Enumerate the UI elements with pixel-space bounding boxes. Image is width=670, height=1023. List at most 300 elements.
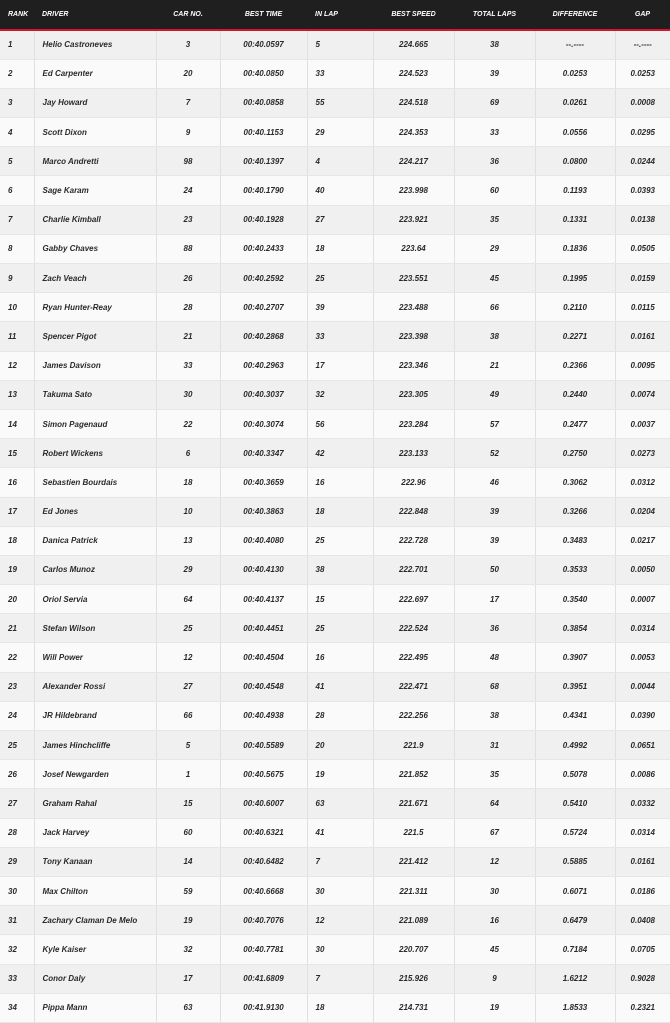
gap-cell: 0.0050 (615, 555, 670, 584)
column-header-difference[interactable]: DIFFERENCE (535, 0, 615, 30)
difference-cell: 0.3533 (535, 555, 615, 584)
car-no-cell: 24 (156, 176, 220, 205)
car-no-cell: 13 (156, 526, 220, 555)
rank-cell: 19 (0, 555, 34, 584)
rank-cell: 28 (0, 818, 34, 847)
difference-cell: 1.8533 (535, 993, 615, 1022)
difference-cell: 0.3062 (535, 468, 615, 497)
driver-cell: Stefan Wilson (34, 614, 156, 643)
column-header-driver[interactable]: DRIVER (34, 0, 156, 30)
column-header-total-laps[interactable]: TOTAL LAPS (454, 0, 535, 30)
driver-cell: Danica Patrick (34, 526, 156, 555)
difference-cell: 0.5724 (535, 818, 615, 847)
in-lap-cell: 25 (307, 264, 373, 293)
car-no-cell: 9 (156, 118, 220, 147)
driver-cell: Tony Kanaan (34, 847, 156, 876)
driver-cell: Josef Newgarden (34, 760, 156, 789)
rank-cell: 14 (0, 409, 34, 438)
table-row (0, 935, 670, 964)
best-speed-cell: 222.471 (373, 672, 454, 701)
in-lap-cell: 4 (307, 147, 373, 176)
best-speed-cell: 222.256 (373, 701, 454, 730)
difference-cell: 0.3266 (535, 497, 615, 526)
gap-cell: 0.0159 (615, 264, 670, 293)
in-lap-cell: 27 (307, 205, 373, 234)
column-header-in-lap[interactable]: IN LAP (307, 0, 373, 30)
rank-cell: 23 (0, 672, 34, 701)
gap-cell: 0.0244 (615, 147, 670, 176)
best-time-cell: 00:40.5589 (220, 731, 307, 760)
best-time-cell: 00:40.3863 (220, 497, 307, 526)
table-body (0, 30, 670, 1022)
best-time-cell: 00:40.5675 (220, 760, 307, 789)
best-speed-cell: 223.551 (373, 264, 454, 293)
driver-cell: Ed Carpenter (34, 59, 156, 88)
table-row (0, 585, 670, 614)
table-row (0, 322, 670, 351)
in-lap-cell: 18 (307, 234, 373, 263)
difference-cell: 0.1193 (535, 176, 615, 205)
best-time-cell: 00:40.3074 (220, 409, 307, 438)
difference-cell: 0.4992 (535, 731, 615, 760)
best-time-cell: 00:40.3037 (220, 380, 307, 409)
gap-cell: 0.0273 (615, 439, 670, 468)
total-laps-cell: 39 (454, 526, 535, 555)
best-speed-cell: 224.665 (373, 30, 454, 59)
gap-cell: 0.0037 (615, 409, 670, 438)
table-row (0, 526, 670, 555)
difference-cell: 0.2271 (535, 322, 615, 351)
best-speed-cell: 222.848 (373, 497, 454, 526)
total-laps-cell: 67 (454, 818, 535, 847)
in-lap-cell: 18 (307, 497, 373, 526)
best-time-cell: 00:40.6482 (220, 847, 307, 876)
gap-cell: 0.0161 (615, 847, 670, 876)
difference-cell: 0.3483 (535, 526, 615, 555)
driver-cell: Pippa Mann (34, 993, 156, 1022)
table-row (0, 147, 670, 176)
best-speed-cell: 221.089 (373, 906, 454, 935)
driver-cell: Ryan Hunter-Reay (34, 293, 156, 322)
best-speed-cell: 223.398 (373, 322, 454, 351)
column-header-best-time[interactable]: BEST TIME (220, 0, 307, 30)
rank-cell: 13 (0, 380, 34, 409)
car-no-cell: 23 (156, 205, 220, 234)
difference-cell: 0.7184 (535, 935, 615, 964)
difference-cell: 0.0253 (535, 59, 615, 88)
total-laps-cell: 36 (454, 147, 535, 176)
driver-cell: Kyle Kaiser (34, 935, 156, 964)
car-no-cell: 33 (156, 351, 220, 380)
in-lap-cell: 19 (307, 760, 373, 789)
best-speed-cell: 222.96 (373, 468, 454, 497)
best-speed-cell: 220.707 (373, 935, 454, 964)
total-laps-cell: 38 (454, 322, 535, 351)
best-time-cell: 00:40.6007 (220, 789, 307, 818)
in-lap-cell: 29 (307, 118, 373, 147)
in-lap-cell: 63 (307, 789, 373, 818)
rank-cell: 31 (0, 906, 34, 935)
rank-cell: 33 (0, 964, 34, 993)
in-lap-cell: 25 (307, 614, 373, 643)
in-lap-cell: 16 (307, 643, 373, 672)
rank-cell: 11 (0, 322, 34, 351)
best-speed-cell: 223.921 (373, 205, 454, 234)
rank-cell: 20 (0, 585, 34, 614)
best-speed-cell: 222.728 (373, 526, 454, 555)
gap-cell: 0.0007 (615, 585, 670, 614)
best-time-cell: 00:40.4451 (220, 614, 307, 643)
table-row (0, 906, 670, 935)
column-header-gap[interactable]: GAP (615, 0, 670, 30)
difference-cell: 0.0800 (535, 147, 615, 176)
in-lap-cell: 28 (307, 701, 373, 730)
total-laps-cell: 48 (454, 643, 535, 672)
in-lap-cell: 30 (307, 876, 373, 905)
best-speed-cell: 223.64 (373, 234, 454, 263)
best-speed-cell: 221.852 (373, 760, 454, 789)
car-no-cell: 5 (156, 731, 220, 760)
total-laps-cell: 39 (454, 59, 535, 88)
car-no-cell: 19 (156, 906, 220, 935)
best-speed-cell: 223.305 (373, 380, 454, 409)
driver-cell: Jay Howard (34, 88, 156, 117)
total-laps-cell: 45 (454, 264, 535, 293)
gap-cell: 0.0314 (615, 818, 670, 847)
gap-cell: 0.2321 (615, 993, 670, 1022)
rank-cell: 3 (0, 88, 34, 117)
table-row (0, 760, 670, 789)
rank-cell: 22 (0, 643, 34, 672)
car-no-cell: 26 (156, 264, 220, 293)
table-row (0, 409, 670, 438)
gap-cell: 0.0053 (615, 643, 670, 672)
rank-cell: 8 (0, 234, 34, 263)
in-lap-cell: 33 (307, 322, 373, 351)
total-laps-cell: 21 (454, 351, 535, 380)
driver-cell: Ed Jones (34, 497, 156, 526)
rank-cell: 12 (0, 351, 34, 380)
driver-cell: James Hinchcliffe (34, 731, 156, 760)
in-lap-cell: 33 (307, 59, 373, 88)
car-no-cell: 15 (156, 789, 220, 818)
total-laps-cell: 68 (454, 672, 535, 701)
difference-cell: 0.1995 (535, 264, 615, 293)
in-lap-cell: 32 (307, 380, 373, 409)
table-header (0, 0, 670, 30)
best-time-cell: 00:40.1928 (220, 205, 307, 234)
best-speed-cell: 223.133 (373, 439, 454, 468)
best-time-cell: 00:40.7781 (220, 935, 307, 964)
gap-cell: 0.0705 (615, 935, 670, 964)
total-laps-cell: 35 (454, 760, 535, 789)
table-row (0, 876, 670, 905)
table-row (0, 964, 670, 993)
difference-cell: 0.3907 (535, 643, 615, 672)
table-row (0, 468, 670, 497)
table-row (0, 818, 670, 847)
best-time-cell: 00:40.1153 (220, 118, 307, 147)
best-time-cell: 00:41.6809 (220, 964, 307, 993)
car-no-cell: 88 (156, 234, 220, 263)
total-laps-cell: 12 (454, 847, 535, 876)
best-speed-cell: 222.495 (373, 643, 454, 672)
gap-cell: 0.0408 (615, 906, 670, 935)
total-laps-cell: 60 (454, 176, 535, 205)
best-speed-cell: 222.701 (373, 555, 454, 584)
best-time-cell: 00:40.4130 (220, 555, 307, 584)
table-row (0, 380, 670, 409)
difference-cell: --.---- (535, 30, 615, 59)
rank-cell: 16 (0, 468, 34, 497)
car-no-cell: 98 (156, 147, 220, 176)
column-header-car-no[interactable]: CAR NO. (156, 0, 220, 30)
best-time-cell: 00:40.4137 (220, 585, 307, 614)
rank-cell: 2 (0, 59, 34, 88)
in-lap-cell: 42 (307, 439, 373, 468)
gap-cell: 0.0161 (615, 322, 670, 351)
car-no-cell: 25 (156, 614, 220, 643)
rank-cell: 1 (0, 30, 34, 59)
gap-cell: 0.0332 (615, 789, 670, 818)
car-no-cell: 22 (156, 409, 220, 438)
car-no-cell: 12 (156, 643, 220, 672)
best-speed-cell: 224.523 (373, 59, 454, 88)
best-speed-cell: 221.5 (373, 818, 454, 847)
table-row (0, 993, 670, 1022)
total-laps-cell: 52 (454, 439, 535, 468)
table-row (0, 293, 670, 322)
driver-cell: Zachary Claman De Melo (34, 906, 156, 935)
in-lap-cell: 15 (307, 585, 373, 614)
in-lap-cell: 55 (307, 88, 373, 117)
total-laps-cell: 19 (454, 993, 535, 1022)
driver-cell: Scott Dixon (34, 118, 156, 147)
driver-cell: James Davison (34, 351, 156, 380)
in-lap-cell: 18 (307, 993, 373, 1022)
gap-cell: 0.0505 (615, 234, 670, 263)
best-time-cell: 00:40.6668 (220, 876, 307, 905)
best-time-cell: 00:40.4504 (220, 643, 307, 672)
difference-cell: 0.3854 (535, 614, 615, 643)
table-row (0, 847, 670, 876)
total-laps-cell: 38 (454, 30, 535, 59)
rank-cell: 21 (0, 614, 34, 643)
gap-cell: 0.0095 (615, 351, 670, 380)
in-lap-cell: 16 (307, 468, 373, 497)
best-time-cell: 00:40.4938 (220, 701, 307, 730)
total-laps-cell: 64 (454, 789, 535, 818)
in-lap-cell: 40 (307, 176, 373, 205)
rank-cell: 18 (0, 526, 34, 555)
difference-cell: 0.1836 (535, 234, 615, 263)
table-row (0, 30, 670, 59)
car-no-cell: 14 (156, 847, 220, 876)
gap-cell: 0.0204 (615, 497, 670, 526)
best-speed-cell: 224.353 (373, 118, 454, 147)
table-row (0, 555, 670, 584)
table-row (0, 701, 670, 730)
difference-cell: 0.2110 (535, 293, 615, 322)
rank-cell: 17 (0, 497, 34, 526)
total-laps-cell: 39 (454, 497, 535, 526)
driver-cell: Zach Veach (34, 264, 156, 293)
best-time-cell: 00:40.6321 (220, 818, 307, 847)
driver-cell: Jack Harvey (34, 818, 156, 847)
car-no-cell: 3 (156, 30, 220, 59)
table-row (0, 643, 670, 672)
total-laps-cell: 57 (454, 409, 535, 438)
difference-cell: 0.1331 (535, 205, 615, 234)
difference-cell: 0.3951 (535, 672, 615, 701)
best-time-cell: 00:40.2868 (220, 322, 307, 351)
table-row (0, 614, 670, 643)
in-lap-cell: 41 (307, 672, 373, 701)
best-speed-cell: 223.284 (373, 409, 454, 438)
in-lap-cell: 39 (307, 293, 373, 322)
gap-cell: 0.0393 (615, 176, 670, 205)
best-speed-cell: 222.697 (373, 585, 454, 614)
difference-cell: 0.2440 (535, 380, 615, 409)
driver-cell: Simon Pagenaud (34, 409, 156, 438)
driver-cell: Takuma Sato (34, 380, 156, 409)
best-speed-cell: 221.412 (373, 847, 454, 876)
difference-cell: 1.6212 (535, 964, 615, 993)
best-time-cell: 00:40.2963 (220, 351, 307, 380)
total-laps-cell: 33 (454, 118, 535, 147)
best-time-cell: 00:40.1397 (220, 147, 307, 176)
total-laps-cell: 66 (454, 293, 535, 322)
total-laps-cell: 49 (454, 380, 535, 409)
gap-cell: 0.0295 (615, 118, 670, 147)
rank-cell: 5 (0, 147, 34, 176)
best-speed-cell: 221.9 (373, 731, 454, 760)
total-laps-cell: 38 (454, 701, 535, 730)
car-no-cell: 59 (156, 876, 220, 905)
driver-cell: Helio Castroneves (34, 30, 156, 59)
total-laps-cell: 46 (454, 468, 535, 497)
table-row (0, 439, 670, 468)
best-time-cell: 00:40.0597 (220, 30, 307, 59)
difference-cell: 0.5885 (535, 847, 615, 876)
total-laps-cell: 17 (454, 585, 535, 614)
car-no-cell: 7 (156, 88, 220, 117)
table-row (0, 59, 670, 88)
table-row (0, 205, 670, 234)
total-laps-cell: 36 (454, 614, 535, 643)
driver-cell: Sage Karam (34, 176, 156, 205)
car-no-cell: 29 (156, 555, 220, 584)
total-laps-cell: 35 (454, 205, 535, 234)
difference-cell: 0.6479 (535, 906, 615, 935)
driver-cell: Spencer Pigot (34, 322, 156, 351)
driver-cell: Alexander Rossi (34, 672, 156, 701)
driver-cell: Gabby Chaves (34, 234, 156, 263)
in-lap-cell: 7 (307, 847, 373, 876)
total-laps-cell: 29 (454, 234, 535, 263)
total-laps-cell: 30 (454, 876, 535, 905)
best-speed-cell: 224.518 (373, 88, 454, 117)
car-no-cell: 66 (156, 701, 220, 730)
rank-cell: 34 (0, 993, 34, 1022)
in-lap-cell: 5 (307, 30, 373, 59)
difference-cell: 0.6071 (535, 876, 615, 905)
driver-cell: Robert Wickens (34, 439, 156, 468)
driver-cell: Oriol Servia (34, 585, 156, 614)
car-no-cell: 18 (156, 468, 220, 497)
rank-cell: 27 (0, 789, 34, 818)
gap-cell: 0.0253 (615, 59, 670, 88)
best-time-cell: 00:41.9130 (220, 993, 307, 1022)
gap-cell: 0.0008 (615, 88, 670, 117)
table-row (0, 264, 670, 293)
best-speed-cell: 221.311 (373, 876, 454, 905)
difference-cell: 0.2750 (535, 439, 615, 468)
gap-cell: 0.0086 (615, 760, 670, 789)
gap-cell: 0.0138 (615, 205, 670, 234)
gap-cell: 0.0044 (615, 672, 670, 701)
rank-cell: 4 (0, 118, 34, 147)
car-no-cell: 60 (156, 818, 220, 847)
difference-cell: 0.0556 (535, 118, 615, 147)
table-row (0, 497, 670, 526)
rank-cell: 6 (0, 176, 34, 205)
difference-cell: 0.5078 (535, 760, 615, 789)
car-no-cell: 30 (156, 380, 220, 409)
car-no-cell: 64 (156, 585, 220, 614)
in-lap-cell: 41 (307, 818, 373, 847)
table-row (0, 731, 670, 760)
rank-cell: 25 (0, 731, 34, 760)
difference-cell: 0.2366 (535, 351, 615, 380)
rank-cell: 15 (0, 439, 34, 468)
table-row (0, 351, 670, 380)
car-no-cell: 63 (156, 993, 220, 1022)
table-row (0, 88, 670, 117)
best-time-cell: 00:40.2707 (220, 293, 307, 322)
driver-cell: Carlos Munoz (34, 555, 156, 584)
in-lap-cell: 25 (307, 526, 373, 555)
driver-cell: Sebastien Bourdais (34, 468, 156, 497)
rank-cell: 30 (0, 876, 34, 905)
total-laps-cell: 45 (454, 935, 535, 964)
car-no-cell: 32 (156, 935, 220, 964)
column-header-best-speed[interactable]: BEST SPEED (373, 0, 454, 30)
difference-cell: 0.4341 (535, 701, 615, 730)
rank-cell: 29 (0, 847, 34, 876)
driver-cell: Will Power (34, 643, 156, 672)
rank-cell: 32 (0, 935, 34, 964)
in-lap-cell: 12 (307, 906, 373, 935)
best-time-cell: 00:40.3659 (220, 468, 307, 497)
header-row (0, 0, 670, 30)
best-speed-cell: 222.524 (373, 614, 454, 643)
rank-cell: 10 (0, 293, 34, 322)
total-laps-cell: 31 (454, 731, 535, 760)
driver-cell: Marco Andretti (34, 147, 156, 176)
table-row (0, 234, 670, 263)
best-speed-cell: 224.217 (373, 147, 454, 176)
in-lap-cell: 38 (307, 555, 373, 584)
total-laps-cell: 9 (454, 964, 535, 993)
best-speed-cell: 223.346 (373, 351, 454, 380)
rank-cell: 24 (0, 701, 34, 730)
best-time-cell: 00:40.4548 (220, 672, 307, 701)
gap-cell: 0.0312 (615, 468, 670, 497)
in-lap-cell: 17 (307, 351, 373, 380)
gap-cell: 0.0390 (615, 701, 670, 730)
column-header-rank[interactable]: RANK (0, 0, 34, 30)
